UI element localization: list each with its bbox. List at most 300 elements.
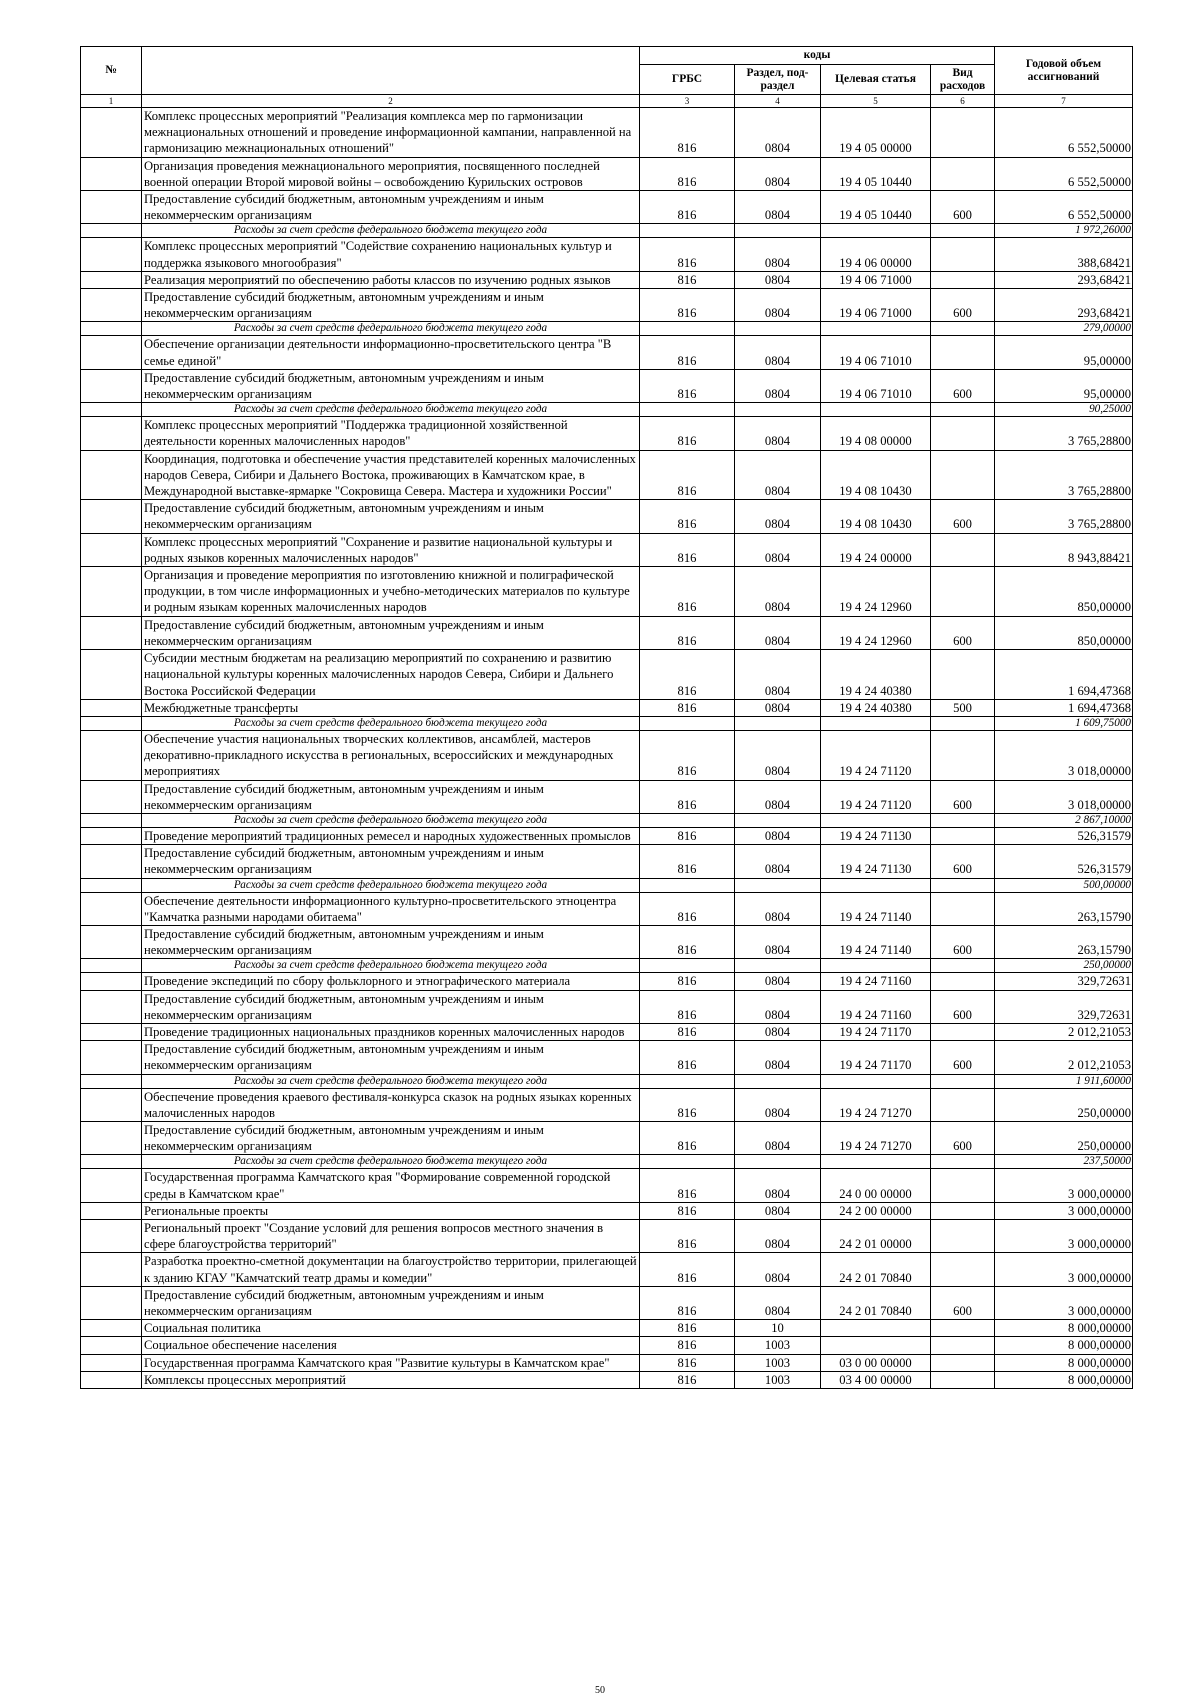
expense-type-code	[931, 108, 995, 158]
target-code: 19 4 06 00000	[821, 238, 931, 271]
column-number: 1	[81, 95, 142, 108]
annual-amount: 3 018,00000	[995, 730, 1133, 780]
grbs-code: 816	[640, 417, 735, 450]
target-code: 19 4 24 71160	[821, 973, 931, 990]
budget-row	[81, 1169, 1133, 1202]
grbs-code: 816	[640, 271, 735, 288]
expense-type-code: 600	[931, 1041, 995, 1074]
section-code	[735, 1155, 821, 1169]
expense-type-code	[931, 336, 995, 369]
annual-amount: 329,72631	[995, 990, 1133, 1023]
row-number	[81, 1320, 142, 1337]
row-number	[81, 845, 142, 878]
section-code	[735, 224, 821, 238]
annual-amount: 6 552,50000	[995, 108, 1133, 158]
section-code: 0804	[735, 567, 821, 617]
grbs-code: 816	[640, 1219, 735, 1252]
expense-name: Предоставление субсидий бюджетным, автономным учреждениям и иным некоммерческим организациям	[142, 369, 640, 402]
column-number: 6	[931, 95, 995, 108]
federal-funds-row	[81, 224, 1133, 238]
expense-type-code: 600	[931, 289, 995, 322]
annual-amount: 263,15790	[995, 892, 1133, 925]
row-number	[81, 1041, 142, 1074]
target-code: 19 4 06 71010	[821, 336, 931, 369]
budget-row	[81, 1041, 1133, 1074]
row-number	[81, 369, 142, 402]
target-code: 19 4 24 71140	[821, 925, 931, 958]
budget-row	[81, 567, 1133, 617]
row-number	[81, 108, 142, 158]
row-number	[81, 191, 142, 224]
row-number	[81, 699, 142, 716]
expense-name: Комплекс процессных мероприятий "Реализация комплекса мер по гармонизации межнациональных отношений и проведение информационной кампании, направленной на гармонизацию межнациональных отношений"	[142, 108, 640, 158]
grbs-code: 816	[640, 925, 735, 958]
annual-amount: 237,50000	[995, 1155, 1133, 1169]
federal-funds-label: Расходы за счет средств федерального бюджета текущего года	[142, 959, 640, 973]
expense-type-code	[931, 224, 995, 238]
row-number	[81, 959, 142, 973]
row-number	[81, 780, 142, 813]
budget-row	[81, 238, 1133, 271]
section-code: 0804	[735, 289, 821, 322]
expense-name: Предоставление субсидий бюджетным, автономным учреждениям и иным некоммерческим организациям	[142, 990, 640, 1023]
target-code: 19 4 08 00000	[821, 417, 931, 450]
expense-type-code	[931, 533, 995, 566]
section-code: 0804	[735, 990, 821, 1023]
section-code: 0804	[735, 1169, 821, 1202]
target-code: 19 4 24 12960	[821, 616, 931, 649]
expense-name: Разработка проектно-сметной документации на благоустройство территории, прилегающей к зданию КГАУ "Камчатский театр драмы и комедии"	[142, 1253, 640, 1286]
budget-row	[81, 616, 1133, 649]
grbs-code	[640, 1074, 735, 1088]
expense-name: Предоставление субсидий бюджетным, автономным учреждениям и иным некоммерческим организациям	[142, 1041, 640, 1074]
grbs-code: 816	[640, 699, 735, 716]
expense-name: Социальная политика	[142, 1320, 640, 1337]
grbs-code: 816	[640, 1202, 735, 1219]
grbs-code: 816	[640, 1041, 735, 1074]
expense-name: Региональные проекты	[142, 1202, 640, 1219]
expense-type-code	[931, 450, 995, 500]
section-code: 0804	[735, 336, 821, 369]
annual-amount: 1 694,47368	[995, 650, 1133, 700]
section-code	[735, 878, 821, 892]
target-code	[821, 1337, 931, 1354]
target-code: 24 2 01 00000	[821, 1219, 931, 1252]
annual-amount: 2 012,21053	[995, 1041, 1133, 1074]
column-number: 7	[995, 95, 1133, 108]
row-number	[81, 1337, 142, 1354]
budget-row	[81, 1320, 1133, 1337]
expense-type-code	[931, 1253, 995, 1286]
row-number	[81, 450, 142, 500]
target-code: 19 4 06 71000	[821, 271, 931, 288]
expense-type-code	[931, 157, 995, 190]
target-code: 19 4 05 00000	[821, 108, 931, 158]
expense-type-code	[931, 1320, 995, 1337]
section-code: 0804	[735, 650, 821, 700]
expense-name: Проведение экспедиций по сбору фольклорного и этнографического материала	[142, 973, 640, 990]
target-code	[821, 959, 931, 973]
grbs-code: 816	[640, 500, 735, 533]
grbs-code: 816	[640, 827, 735, 844]
annual-amount: 3 765,28800	[995, 417, 1133, 450]
grbs-code: 816	[640, 1371, 735, 1388]
target-code: 19 4 24 00000	[821, 533, 931, 566]
federal-funds-row	[81, 1155, 1133, 1169]
header-vid: Вид расходов	[931, 65, 995, 95]
target-code: 19 4 24 71170	[821, 1023, 931, 1040]
row-number	[81, 1371, 142, 1388]
target-code	[821, 878, 931, 892]
expense-type-code	[931, 959, 995, 973]
target-code: 19 4 24 40380	[821, 650, 931, 700]
header-no: №	[81, 47, 142, 95]
expense-type-code	[931, 892, 995, 925]
section-code	[735, 959, 821, 973]
federal-funds-row	[81, 1074, 1133, 1088]
row-number	[81, 1155, 142, 1169]
section-code: 0804	[735, 1088, 821, 1121]
budget-row	[81, 1219, 1133, 1252]
section-code: 0804	[735, 191, 821, 224]
budget-row	[81, 1088, 1133, 1121]
section-code: 0804	[735, 925, 821, 958]
budget-row	[81, 191, 1133, 224]
grbs-code: 816	[640, 1023, 735, 1040]
expense-name: Предоставление субсидий бюджетным, автономным учреждениям и иным некоммерческим организациям	[142, 500, 640, 533]
expense-type-code: 600	[931, 616, 995, 649]
budget-row	[81, 827, 1133, 844]
expense-type-code	[931, 403, 995, 417]
expense-name: Предоставление субсидий бюджетным, автономным учреждениям и иным некоммерческим организациям	[142, 289, 640, 322]
expense-type-code: 600	[931, 500, 995, 533]
header-grbs: ГРБС	[640, 65, 735, 95]
budget-row	[81, 925, 1133, 958]
section-code: 0804	[735, 827, 821, 844]
section-code: 0804	[735, 892, 821, 925]
grbs-code: 816	[640, 1121, 735, 1154]
federal-funds-label: Расходы за счет средств федерального бюджета текущего года	[142, 403, 640, 417]
annual-amount: 6 552,50000	[995, 191, 1133, 224]
section-code: 0804	[735, 780, 821, 813]
annual-amount: 388,68421	[995, 238, 1133, 271]
target-code	[821, 403, 931, 417]
section-code	[735, 716, 821, 730]
row-number	[81, 289, 142, 322]
section-code: 0804	[735, 1253, 821, 1286]
expense-name: Предоставление субсидий бюджетным, автономным учреждениям и иным некоммерческим организациям	[142, 925, 640, 958]
annual-amount: 1 694,47368	[995, 699, 1133, 716]
expense-name: Координация, подготовка и обеспечение участия представителей коренных малочисленных народов Севера, Сибири и Дальнего Востока, проживающих в Камчатском крае, в Международной выставке-ярмарке "Сокровища Севера. Мастера и художники России"	[142, 450, 640, 500]
section-code: 0804	[735, 1286, 821, 1319]
expense-type-code	[931, 716, 995, 730]
budget-row	[81, 1337, 1133, 1354]
expense-type-code: 600	[931, 780, 995, 813]
budget-row	[81, 699, 1133, 716]
expense-type-code: 600	[931, 990, 995, 1023]
section-code: 0804	[735, 1023, 821, 1040]
annual-amount: 279,00000	[995, 322, 1133, 336]
expense-type-code	[931, 827, 995, 844]
expense-type-code	[931, 1219, 995, 1252]
grbs-code: 816	[640, 567, 735, 617]
expense-name: Обеспечение проведения краевого фестиваля-конкурса сказок на родных языках коренных малочисленных народов	[142, 1088, 640, 1121]
annual-amount: 3 018,00000	[995, 780, 1133, 813]
expense-name: Государственная программа Камчатского края "Формирование современной городской среды в Камчатском крае"	[142, 1169, 640, 1202]
expense-name: Комплекс процессных мероприятий "Поддержка традиционной хозяйственной деятельности коренных малочисленных народов"	[142, 417, 640, 450]
expense-name: Реализация мероприятий по обеспечению работы классов по изучению родных языков	[142, 271, 640, 288]
annual-amount: 8 000,00000	[995, 1354, 1133, 1371]
federal-funds-row	[81, 878, 1133, 892]
expense-name: Обеспечение организации деятельности информационно-просветительского центра "В семье единой"	[142, 336, 640, 369]
budget-page	[80, 46, 1132, 1389]
annual-amount: 95,00000	[995, 336, 1133, 369]
section-code: 0804	[735, 616, 821, 649]
annual-amount: 3 000,00000	[995, 1202, 1133, 1219]
section-code: 0804	[735, 369, 821, 402]
expense-name: Проведение традиционных национальных праздников коренных малочисленных народов	[142, 1023, 640, 1040]
annual-amount: 526,31579	[995, 827, 1133, 844]
expense-name: Комплекс процессных мероприятий "Содействие сохранению национальных культур и поддержка языкового многообразия"	[142, 238, 640, 271]
grbs-code: 816	[640, 1354, 735, 1371]
row-number	[81, 1202, 142, 1219]
annual-amount: 1 609,75000	[995, 716, 1133, 730]
target-code	[821, 322, 931, 336]
expense-type-code	[931, 730, 995, 780]
target-code: 19 4 24 12960	[821, 567, 931, 617]
budget-row	[81, 730, 1133, 780]
target-code: 24 0 00 00000	[821, 1169, 931, 1202]
annual-amount: 263,15790	[995, 925, 1133, 958]
annual-amount: 850,00000	[995, 567, 1133, 617]
federal-funds-row	[81, 716, 1133, 730]
federal-funds-label: Расходы за счет средств федерального бюджета текущего года	[142, 1155, 640, 1169]
expense-type-code	[931, 322, 995, 336]
budget-row	[81, 892, 1133, 925]
grbs-code: 816	[640, 730, 735, 780]
target-code: 19 4 05 10440	[821, 191, 931, 224]
column-number: 5	[821, 95, 931, 108]
annual-amount: 500,00000	[995, 878, 1133, 892]
expense-type-code: 600	[931, 1121, 995, 1154]
section-code: 1003	[735, 1354, 821, 1371]
row-number	[81, 322, 142, 336]
budget-row	[81, 369, 1133, 402]
row-number	[81, 1253, 142, 1286]
annual-amount: 3 000,00000	[995, 1253, 1133, 1286]
target-code: 19 4 05 10440	[821, 157, 931, 190]
expense-type-code	[931, 567, 995, 617]
annual-amount: 293,68421	[995, 289, 1133, 322]
federal-funds-label: Расходы за счет средств федерального бюджета текущего года	[142, 1074, 640, 1088]
target-code	[821, 813, 931, 827]
grbs-code	[640, 716, 735, 730]
row-number	[81, 878, 142, 892]
expense-type-code	[931, 650, 995, 700]
grbs-code: 816	[640, 973, 735, 990]
grbs-code: 816	[640, 1337, 735, 1354]
grbs-code	[640, 1155, 735, 1169]
row-number	[81, 1219, 142, 1252]
row-number	[81, 403, 142, 417]
budget-row	[81, 1202, 1133, 1219]
row-number	[81, 157, 142, 190]
annual-amount: 3 000,00000	[995, 1169, 1133, 1202]
row-number	[81, 990, 142, 1023]
annual-amount: 90,25000	[995, 403, 1133, 417]
target-code: 19 4 06 71000	[821, 289, 931, 322]
expense-type-code: 600	[931, 191, 995, 224]
row-number	[81, 1169, 142, 1202]
row-number	[81, 224, 142, 238]
budget-row	[81, 1023, 1133, 1040]
row-number	[81, 238, 142, 271]
target-code	[821, 224, 931, 238]
expense-type-code	[931, 1074, 995, 1088]
grbs-code: 816	[640, 289, 735, 322]
expense-type-code	[931, 1202, 995, 1219]
target-code: 19 4 24 71270	[821, 1088, 931, 1121]
expense-type-code	[931, 271, 995, 288]
section-code: 1003	[735, 1371, 821, 1388]
column-number: 4	[735, 95, 821, 108]
annual-amount: 3 765,28800	[995, 500, 1133, 533]
annual-amount: 3 765,28800	[995, 450, 1133, 500]
grbs-code: 816	[640, 990, 735, 1023]
expense-name: Комплекс процессных мероприятий "Сохранение и развитие национальной культуры и родных языков коренных малочисленных народов"	[142, 533, 640, 566]
row-number	[81, 616, 142, 649]
annual-amount: 3 000,00000	[995, 1286, 1133, 1319]
budget-row	[81, 1286, 1133, 1319]
budget-row	[81, 780, 1133, 813]
budget-row	[81, 533, 1133, 566]
target-code: 24 2 01 70840	[821, 1286, 931, 1319]
grbs-code: 816	[640, 157, 735, 190]
annual-amount: 2 867,10000	[995, 813, 1133, 827]
expense-type-code: 600	[931, 925, 995, 958]
grbs-code: 816	[640, 1253, 735, 1286]
expense-type-code: 500	[931, 699, 995, 716]
budget-row	[81, 271, 1133, 288]
annual-amount: 850,00000	[995, 616, 1133, 649]
federal-funds-row	[81, 403, 1133, 417]
section-code	[735, 403, 821, 417]
row-number	[81, 533, 142, 566]
budget-row	[81, 417, 1133, 450]
annual-amount: 8 000,00000	[995, 1337, 1133, 1354]
expense-type-code	[931, 1371, 995, 1388]
budget-row	[81, 336, 1133, 369]
section-code: 0804	[735, 157, 821, 190]
row-number	[81, 1088, 142, 1121]
section-code: 0804	[735, 1041, 821, 1074]
row-number	[81, 567, 142, 617]
row-number	[81, 417, 142, 450]
target-code: 19 4 24 71120	[821, 730, 931, 780]
annual-amount: 3 000,00000	[995, 1219, 1133, 1252]
expense-name: Предоставление субсидий бюджетным, автономным учреждениям и иным некоммерческим организациям	[142, 845, 640, 878]
target-code: 19 4 08 10430	[821, 450, 931, 500]
header-section: Раздел, под-раздел	[735, 65, 821, 95]
row-number	[81, 500, 142, 533]
target-code: 03 0 00 00000	[821, 1354, 931, 1371]
target-code: 19 4 24 71120	[821, 780, 931, 813]
expense-name: Социальное обеспечение населения	[142, 1337, 640, 1354]
annual-amount: 8 943,88421	[995, 533, 1133, 566]
expense-type-code	[931, 1088, 995, 1121]
grbs-code: 816	[640, 1320, 735, 1337]
section-code: 0804	[735, 845, 821, 878]
target-code: 19 4 24 40380	[821, 699, 931, 716]
budget-row	[81, 845, 1133, 878]
budget-row	[81, 990, 1133, 1023]
expense-type-code	[931, 973, 995, 990]
federal-funds-label: Расходы за счет средств федерального бюджета текущего года	[142, 716, 640, 730]
grbs-code	[640, 813, 735, 827]
budget-row	[81, 289, 1133, 322]
row-number	[81, 730, 142, 780]
row-number	[81, 1354, 142, 1371]
expense-name: Государственная программа Камчатского края "Развитие культуры в Камчатском крае"	[142, 1354, 640, 1371]
annual-amount: 293,68421	[995, 271, 1133, 288]
section-code: 0804	[735, 973, 821, 990]
expense-type-code: 600	[931, 369, 995, 402]
target-code: 24 2 01 70840	[821, 1253, 931, 1286]
federal-funds-label: Расходы за счет средств федерального бюджета текущего года	[142, 224, 640, 238]
grbs-code: 816	[640, 616, 735, 649]
grbs-code: 816	[640, 845, 735, 878]
grbs-code: 816	[640, 650, 735, 700]
target-code: 19 4 24 71130	[821, 845, 931, 878]
expense-type-code	[931, 1023, 995, 1040]
page-number: 50	[595, 1685, 605, 1696]
expense-type-code: 600	[931, 845, 995, 878]
expense-type-code	[931, 238, 995, 271]
section-code: 0804	[735, 1202, 821, 1219]
expense-name: Организация проведения межнационального мероприятия, посвященного последней военной операции Второй мировой войны – освобождению Курильских островов	[142, 157, 640, 190]
section-code: 0804	[735, 1121, 821, 1154]
budget-table	[80, 46, 1133, 1389]
grbs-code: 816	[640, 1169, 735, 1202]
expense-name: Организация и проведение мероприятия по изготовлению книжной и полиграфической продукции, в том числе информационных и учебно-методических материалов по культуре и родным языкам коренных малочисленных народов	[142, 567, 640, 617]
row-number	[81, 1023, 142, 1040]
row-number	[81, 925, 142, 958]
expense-type-code: 600	[931, 1286, 995, 1319]
annual-amount: 526,31579	[995, 845, 1133, 878]
expense-name: Предоставление субсидий бюджетным, автономным учреждениям и иным некоммерческим организациям	[142, 616, 640, 649]
row-number	[81, 1121, 142, 1154]
budget-row	[81, 1371, 1133, 1388]
expense-name: Предоставление субсидий бюджетным, автономным учреждениям и иным некоммерческим организациям	[142, 1286, 640, 1319]
budget-row	[81, 500, 1133, 533]
grbs-code: 816	[640, 336, 735, 369]
annual-amount: 1 972,26000	[995, 224, 1133, 238]
budget-row	[81, 650, 1133, 700]
section-code: 0804	[735, 533, 821, 566]
annual-amount: 8 000,00000	[995, 1371, 1133, 1388]
expense-name: Предоставление субсидий бюджетным, автономным учреждениям и иным некоммерческим организациям	[142, 1121, 640, 1154]
grbs-code	[640, 403, 735, 417]
grbs-code	[640, 322, 735, 336]
row-number	[81, 813, 142, 827]
grbs-code: 816	[640, 892, 735, 925]
column-number-row	[81, 95, 1133, 108]
grbs-code: 816	[640, 108, 735, 158]
expense-type-code	[931, 1169, 995, 1202]
section-code: 0804	[735, 1219, 821, 1252]
federal-funds-label: Расходы за счет средств федерального бюджета текущего года	[142, 813, 640, 827]
expense-type-code	[931, 1155, 995, 1169]
